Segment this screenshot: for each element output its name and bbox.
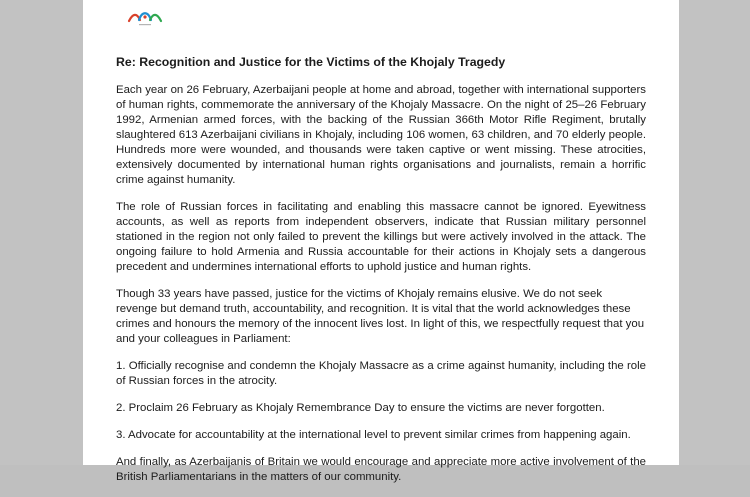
letter-subject: Re: Recognition and Justice for the Victims of the Khojaly Tragedy [116,55,506,69]
organisation-logo-icon [127,8,163,28]
letter-page [83,0,679,483]
paragraph-intro: Each year on 26 February, Azerbaijani people at home and abroad, together with international supporters of human rights, commemorate the anniversary of the Khojaly Massacre. On the night of 25–26 February 1992, Armenian armed forces, with the backing of the Russian 366th Motor Rifle Regiment, brutally slaughtered 613 Azerbaijani civilians in Khojaly, including 106 women, 63 children, and 70 elderly people. Hundreds more were wounded, and thousands were taken captive or went missing. These atrocities, extensively documented by international human rights organisations and journalists, remain a horrific crime against humanity. [116,84,646,186]
request-item-2: 2. Proclaim 26 February as Khojaly Remembrance Day to ensure the victims are never forgotten. [116,402,605,414]
paragraph-closing: And finally, as Azerbaijanis of Britain we would encourage and appreciate more active involvement of the British Parliamentarians in the matters of our community. [116,456,646,483]
request-item-1: 1. Officially recognise and condemn the Khojaly Massacre as a crime against humanity, including the role of Russian forces in the atrocity. [116,360,646,387]
letter-body [116,55,646,497]
request-item-3: 3. Advocate for accountability at the international level to prevent similar crimes from happening again. [116,429,631,441]
paragraph-request: Though 33 years have passed, justice for the victims of Khojaly remains elusive. We do not seek revenge but demand truth, accountability, and recognition. It is vital that the world acknowledges these crimes and honours the memory of the innocent lives lost. In light of this, we respectfully request that you and your colleagues in Parliament: [116,288,645,345]
paragraph-russian-role: The role of Russian forces in facilitating and enabling this massacre cannot be ignored. Eyewitness accounts, as well as reports from independent observers, indicate that Russian military personnel stationed in the region not only failed to prevent the killings but were actively involved in the attack. The ongoing failure to hold Armenia and Russia accountable for their actions in Khojaly sets a dangerous precedent and undermines international efforts to uphold justice and human rights. [116,201,646,273]
